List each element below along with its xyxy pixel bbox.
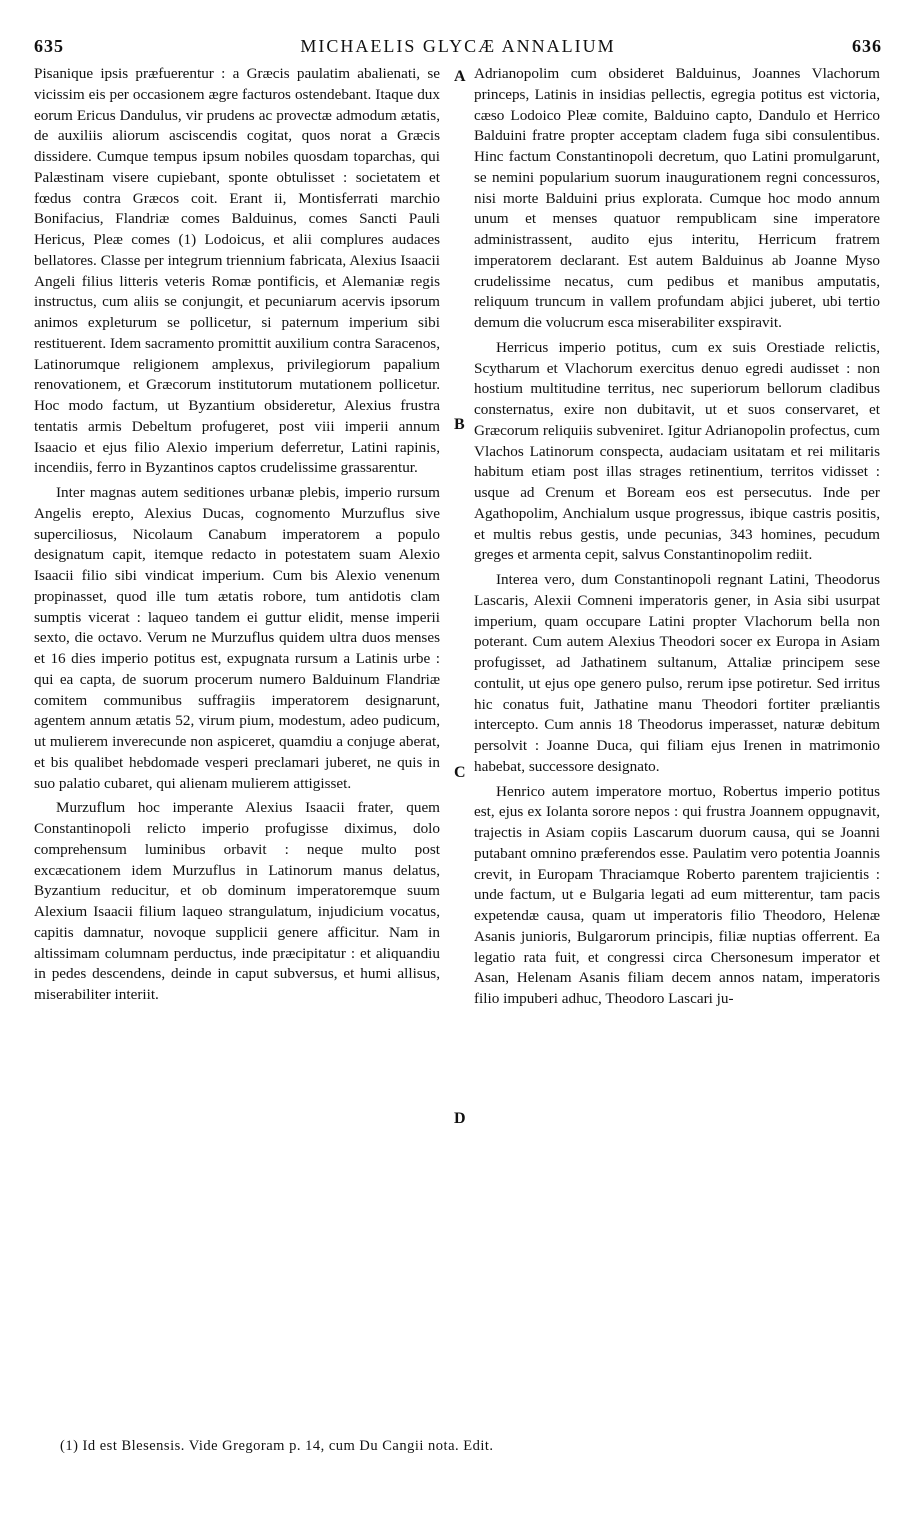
left-paragraph-3: Murzuflum hoc imperante Alexius Isaacii frater, quem Constantinopoli relicto imperio profugisse diximus, dolo comprehensum luminibus orbavit : neque multo post excæcationem idem Murzuflus in Latinorum manus delatus, Byzantium reducitur, et ob dominum imperatoremque suum Alexium Isaacii filium laqueo strangulatum, injudicium vocatus, capitis damnatur, novoque supplicii genere afficitur. Nam in altissimam columnam perductus, inde præcipitatur : et aliquandiu in pedes descendens, deinde in caput subversus, et humi allisus, miserabiliter interiit.	[34, 799, 440, 1003]
margin-letter-d: D	[454, 1110, 466, 1127]
right-paragraph-2: Herricus imperio potitus, cum ex suis Orestiade relictis, Scytharum et Vlachorum exercitus denuo egredi audisset : non hostium multitudine territus, nec superiorum bellorum cladibus consternatus, exire non dubitavit, ut et suos conservaret, et Græcorum reliquiis subveniret. Igitur Adrianopolin profectus, cum Vlachos Latinorum conspecta, audaciam usitatam et rei militaris habitum etiam post illas strages retinentium, territos vidisset : usque ad Crenum et Boream eos est persecutus. Inde per Agathopolim, Anchialum usque progressus, ibique castris positis, et multis rebus gestis, unde pecunias, 343 homines, pecudum greges et armenta cepit, salvus Constantinopolim rediit.	[474, 338, 880, 564]
page-number-right: 636	[852, 36, 882, 56]
left-paragraph-1: Pisanique ipsis præfuerentur : a Græcis paulatim abalienati, se vicissim eis per occasionem ægre facturos ostendebant. Itaque dux eorum Ericus Dandulus, vir prudens ac provectæ admodum ætatis, de auxiliis aliorum asciscendis cogitat, quos norat a Græcis dissidere. Cumque tempus ipsum nobiles quosdam toparchas, qui Palæstinam visere cupiebant, sponte obtulisset : societatem et fœdus contra Græcos coit. Erant ii, Montisferrati marchio Bonifacius, Flandriæ comes Balduinus, comes Sancti Pauli Hericus, Pleæ comes (1) Lodoicus, et alii complures audaces bellatores. Classe per integrum triennium fabricata, Alexius Isaacii Angeli filius litteris veteris Romæ pontificis, et Alemaniæ regis instructus, cum aliis se conjungit, et pecuniarum acervis ipsorum animos expleturum se pollicetur, si paternum imperium sibi restituerent. Idem sacramento promittit auxilium contra Saracenos, Latinorumque religionem amplexus, privilegiorum papalium renovationem, et Græcorum institutorum mutationem pollicetur. Hoc modo factum, ut Byzantium obsideretur, Alexius frustra tentatis armis Debeltum profugeret, post viii imperii annum Isaacio et ejus filio Alexio imperium deferretur, Latini rapinis, incendiis, ferro in Byzantinos captos crudelissime grassarentur.	[34, 65, 440, 477]
footnote: (1) Id est Blesensis. Vide Gregoram p. 14, cum Du Cangii nota. Edit.	[60, 1438, 494, 1454]
right-paragraph-1: Adrianopolim cum obsideret Balduinus, Joannes Vlachorum princeps, Latinis in insidias pellectis, egregia potitus est victoria, cæso Lodoico Pleæ comite, Balduino capto, Dandulo et Herrico Balduini fratre propter acceptam cladem fuga sibi consulentibus. Hinc factum Constantinopoli decretum, quo Latini promulgarunt, se nemini popularium suorum inaugurationem regni concessuros, nisi morte Balduini prius explorata. Cumque hoc modo annum unum et menses quatuor rempublicam sine imperatore administrassent, audito ejus interitu, Herricum fratrem imperatorem declarant. Est autem Balduinus ab Joanne Myso crudelissime necatus, cum pedibus et manibus amputatis, reliquum truncum in vallem profundam abjici juberet, ubi tertio demum die volucrum esca miserabiliter exspiravit.	[474, 65, 880, 331]
right-column	[474, 64, 880, 1010]
left-column	[34, 64, 440, 1006]
page-number-left: 635	[34, 36, 64, 56]
right-paragraph-3: Interea vero, dum Constantinopoli regnant Latini, Theodorus Lascaris, Alexii Comneni imperatoris gener, in Asia sibi usurpat imperium, quam occupare Latini propter Vlachorum bella non poterant. Cum autem Alexius Theodori socer ex Europa in Asiam profugisset, ad Jathatinem sultanum, Attaliæ principem sese contulit, ut ejus ope genero pulso, rerum ipse potiretur. Sed irritus hic conatus fuit, Jathatine manu Theodori fortiter præliantis intercepto. Cum annis 18 Theodorus imperasset, naturæ debitum persolvit : Joanne Duca, qui filiam ejus Irenen in matrimonio habebat, successore designato.	[474, 571, 880, 775]
margin-letter-c: C	[454, 764, 466, 781]
margin-letter-a: A	[454, 68, 466, 85]
running-title: MICHAELIS GLYCÆ ANNALIUM	[300, 36, 616, 56]
left-paragraph-2: Inter magnas autem seditiones urbanæ plebis, imperio rursum Angelis erepto, Alexius Ducas, cognomento Murzuflus sive superciliosus, Nicolaum Canabum imperatorem a populo designatum capit, itemque redacto in potestatem suam Alexio Isaacii filio sibi vindicat imperium. Cum bis Alexio venenum propinasset, quod ille tum ætatis robore, tum antidotis clam sumptis vicerat : laqueo tandem ei guttur elidit, mense imperii sexto, die octavo. Verum ne Murzuflus quidem ultra duos menses et 16 dies imperio potitus est, expugnata rursum a Latinis urbe : qui ea capta, de suorum procerum numero Balduinum Flandriæ comitem communibus suffragiis imperatorem designarunt, agentem annum ætatis 52, virum pium, modestum, adeo pudicum, ut mulierem inverecunde non aspiceret, quamdiu a conjuge aberat, et bis qualibet hebdomade vesperi preclamari juberet, ne quis in suo palatio cubaret, qui alienam mulierem attigisset.	[34, 484, 440, 792]
right-paragraph-4: Henrico autem imperatore mortuo, Robertus imperio potitus est, ejus ex Iolanta sorore nepos : qui frustra Joannem oppugnavit, trajectis in Asiam copiis Lascarum duorum causa, qui se Joanni putabant omnino præferendos esse. Paulatim vero potentia Joannis crevit, in Europam Thraciamque Roberto parentem trajicientis : unde factum, ut e Bulgaria legati ad eum mitterentur, tam pacis expetendæ causa, quam ut imperatoris filio Theodoro, Helenæ Asanis junioris, Bulgarorum principis, filiæ nuptias offerrent. Ea legatio rata fuit, et congressi circa Chersonesum imperator et Asan, Helenam Asanis filiam decem annos natam, imperatoris filio impuberi adhuc, Theodoro Lascari ju-	[474, 782, 880, 1007]
margin-letter-b: B	[454, 416, 465, 433]
page-header	[34, 36, 882, 62]
